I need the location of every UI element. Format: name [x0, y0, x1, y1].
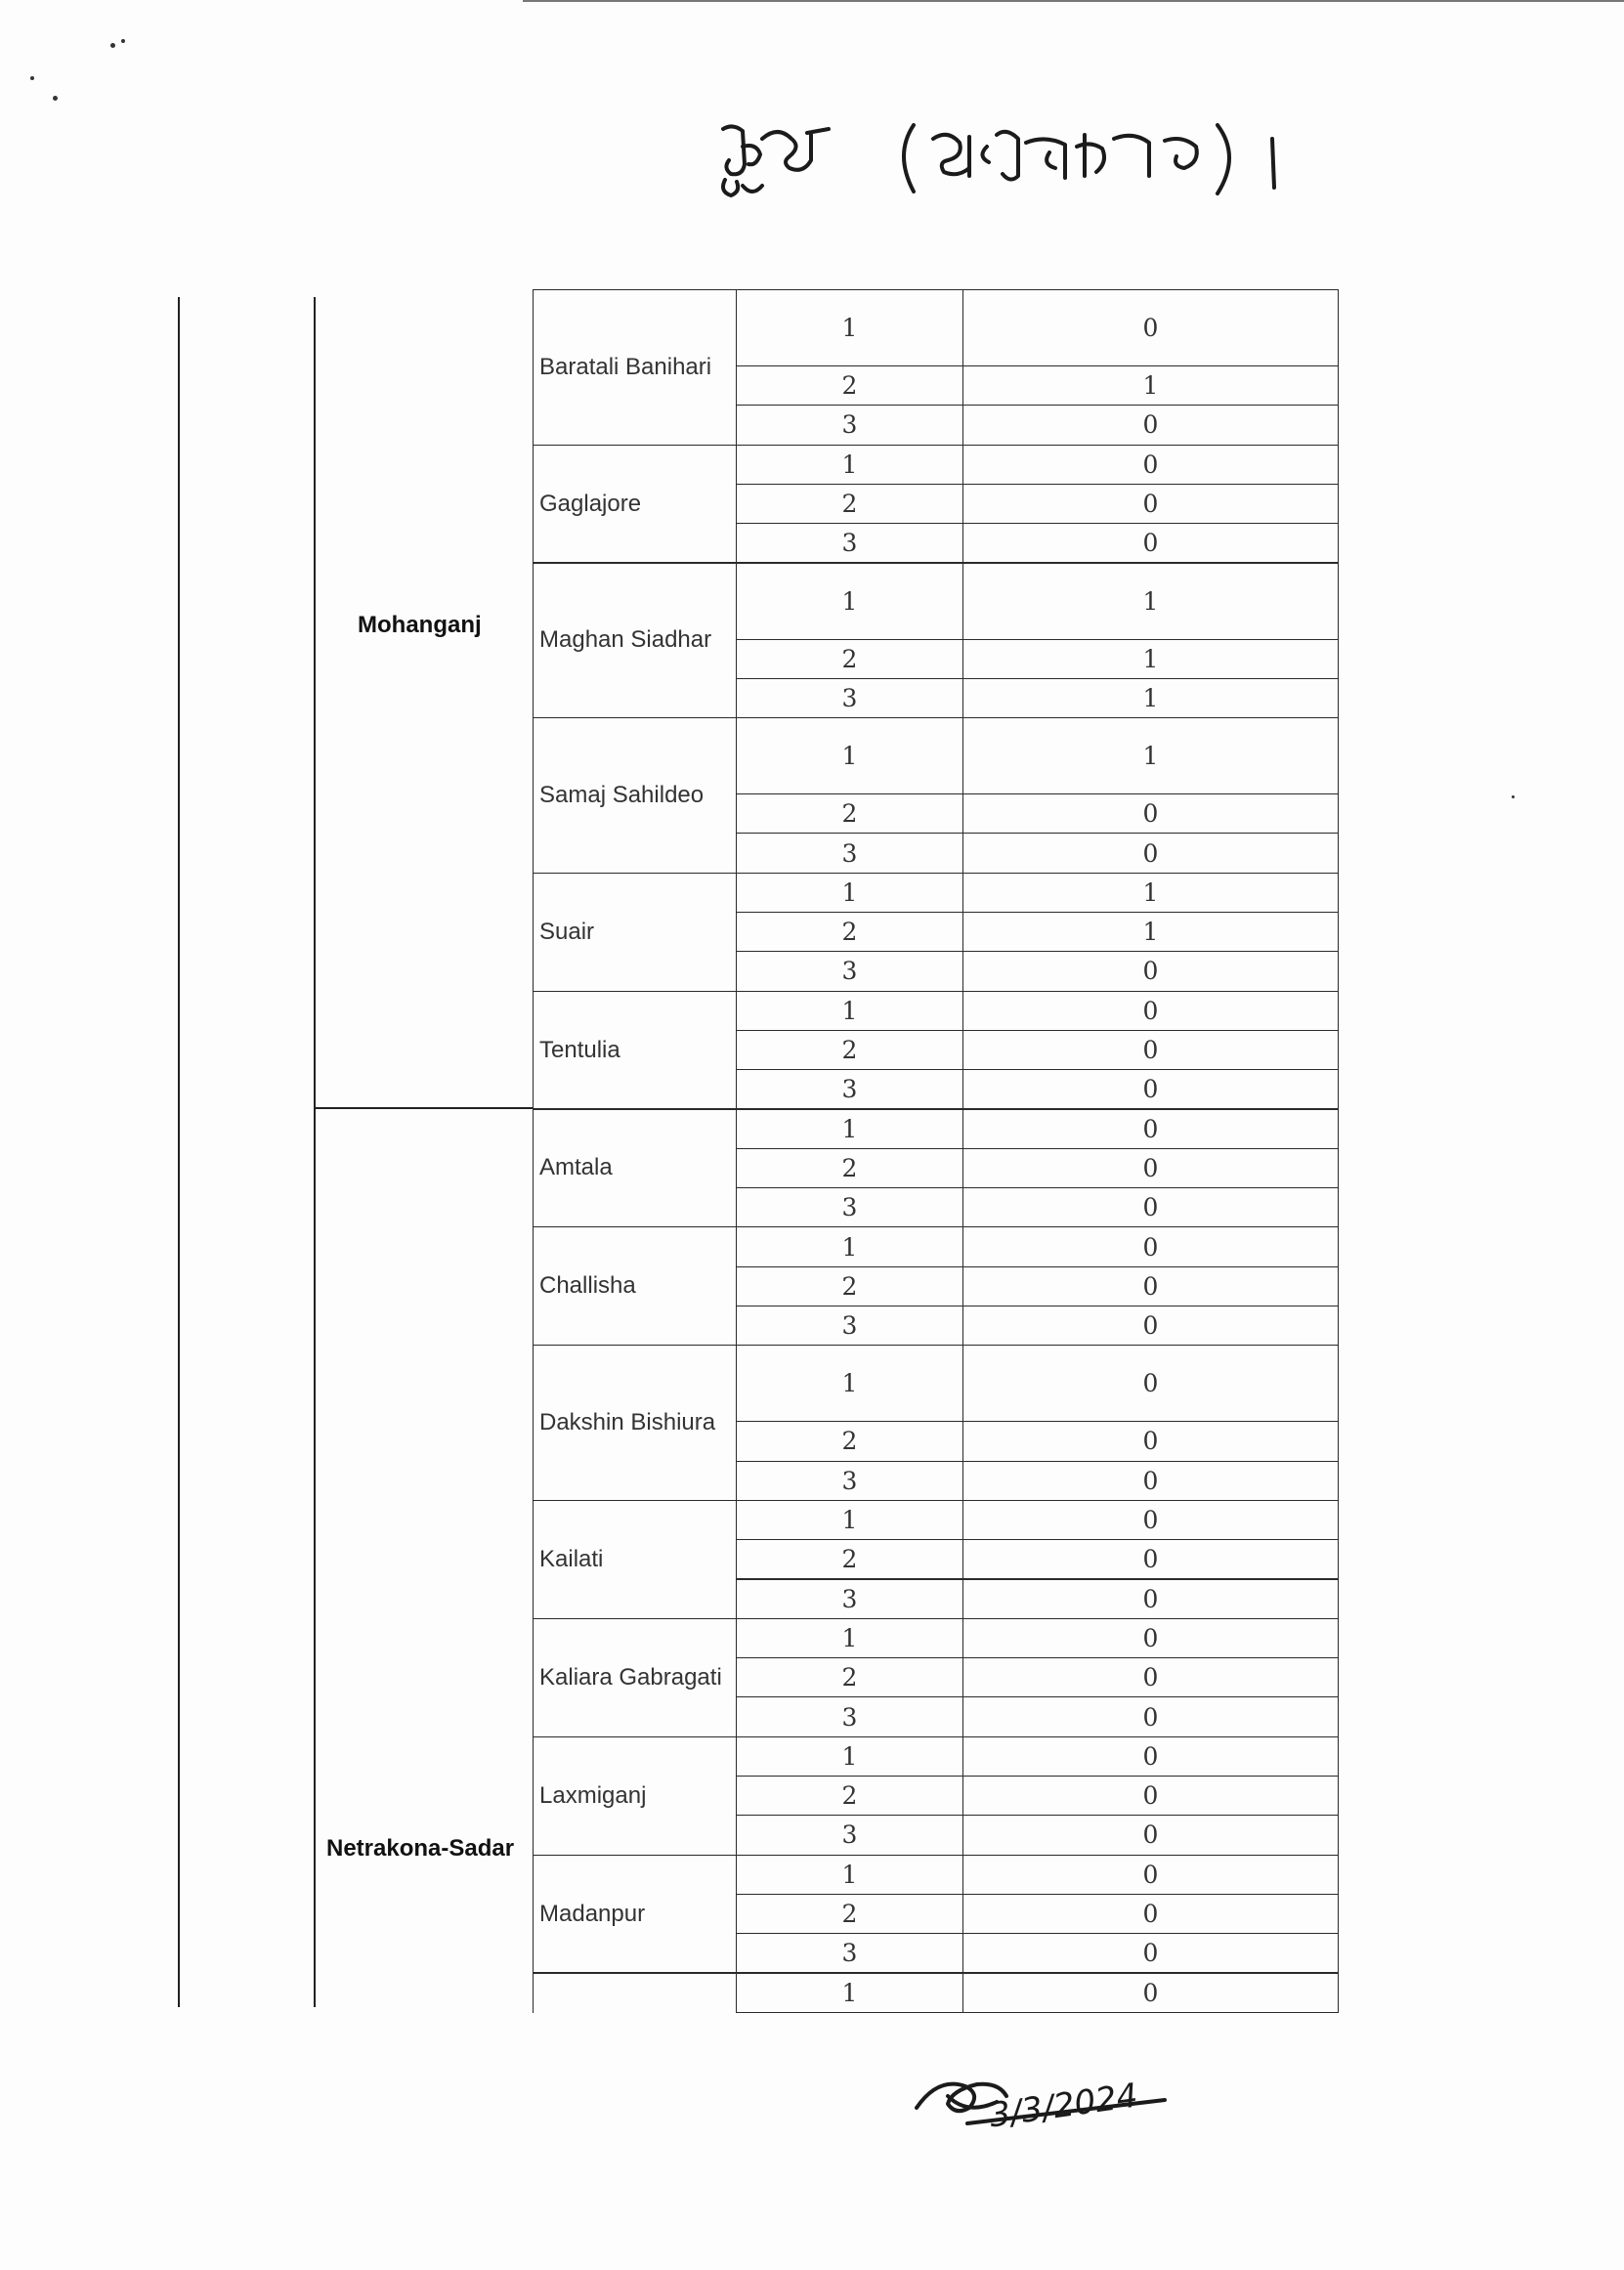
value-cell: 0	[962, 1148, 1339, 1188]
row-number-cell: 3	[736, 523, 963, 563]
value-cell: 0	[962, 1539, 1339, 1579]
row-number-cell: 1	[736, 1226, 963, 1266]
row-number-cell: 1	[736, 1109, 963, 1149]
value-cell: 0	[962, 1030, 1339, 1070]
value-cell: 0	[962, 1266, 1339, 1306]
signature	[909, 2057, 1192, 2164]
value-cell: 0	[962, 1815, 1339, 1855]
row-number-cell: 3	[736, 833, 963, 873]
value-cell: 0	[962, 991, 1339, 1031]
union-name-cell: Madanpur	[533, 1855, 737, 1974]
value-cell: 0	[962, 484, 1339, 524]
row-number-cell: 1	[736, 873, 963, 913]
value-cell: 0	[962, 1345, 1339, 1422]
row-number-cell: 2	[736, 1266, 963, 1306]
row-number-cell: 3	[736, 1461, 963, 1501]
row-number-cell: 1	[736, 1345, 963, 1422]
value-cell: 0	[962, 1421, 1339, 1461]
union-name-cell: Baratali Banihari	[533, 289, 737, 446]
value-cell: 0	[962, 1696, 1339, 1736]
row-number-cell: 1	[736, 289, 963, 366]
union-name-cell: Kailati	[533, 1500, 737, 1619]
value-cell: 0	[962, 1069, 1339, 1109]
row-number-cell: 1	[736, 1618, 963, 1658]
union-name-cell: Laxmiganj	[533, 1736, 737, 1856]
row-number-cell: 3	[736, 1187, 963, 1227]
row-number-cell: 3	[736, 678, 963, 718]
value-cell: 0	[962, 1306, 1339, 1346]
value-cell: 0	[962, 1973, 1339, 2013]
union-name-cell: Amtala	[533, 1109, 737, 1228]
value-cell: 0	[962, 1776, 1339, 1816]
row-number-cell: 2	[736, 484, 963, 524]
value-cell: 0	[962, 833, 1339, 873]
value-cell: 0	[962, 1736, 1339, 1777]
row-number-cell: 2	[736, 639, 963, 679]
row-number-cell: 2	[736, 1657, 963, 1697]
row-number-cell: 3	[736, 1579, 963, 1619]
signature-date: 3/3/2024	[986, 2076, 1140, 2136]
value-cell: 0	[962, 1226, 1339, 1266]
value-cell: 0	[962, 793, 1339, 834]
union-name-cell: Challisha	[533, 1226, 737, 1346]
value-cell: 0	[962, 445, 1339, 485]
value-cell: 1	[962, 873, 1339, 913]
value-cell: 0	[962, 289, 1339, 366]
value-cell: 1	[962, 639, 1339, 679]
union-name-cell	[533, 1973, 737, 2013]
row-number-cell: 1	[736, 991, 963, 1031]
value-cell: 1	[962, 678, 1339, 718]
row-number-cell: 1	[736, 445, 963, 485]
value-cell: 0	[962, 1187, 1339, 1227]
row-number-cell: 3	[736, 951, 963, 991]
row-number-cell: 3	[736, 1933, 963, 1973]
row-number-cell: 3	[736, 1306, 963, 1346]
value-cell: 1	[962, 717, 1339, 794]
value-cell: 0	[962, 1461, 1339, 1501]
value-cell: 0	[962, 951, 1339, 991]
value-cell: 0	[962, 1894, 1339, 1934]
union-name-cell: Tentulia	[533, 991, 737, 1110]
value-cell: 0	[962, 1579, 1339, 1619]
row-number-cell: 3	[736, 1696, 963, 1736]
row-number-cell: 3	[736, 1815, 963, 1855]
row-number-cell: 2	[736, 1148, 963, 1188]
row-number-cell: 2	[736, 793, 963, 834]
row-number-cell: 3	[736, 1069, 963, 1109]
row-number-cell: 1	[736, 1736, 963, 1777]
value-cell: 1	[962, 563, 1339, 640]
union-name-cell: Suair	[533, 873, 737, 992]
value-cell: 0	[962, 1933, 1339, 1973]
row-number-cell: 1	[736, 717, 963, 794]
row-number-cell: 2	[736, 1776, 963, 1816]
upazila-name: Mohanganj	[358, 612, 482, 638]
upazila-name: Netrakona-Sadar	[326, 1835, 515, 1862]
value-cell: 0	[962, 1500, 1339, 1540]
row-number-cell: 2	[736, 1539, 963, 1579]
value-cell: 0	[962, 1618, 1339, 1658]
value-cell: 0	[962, 405, 1339, 445]
row-number-cell: 2	[736, 1894, 963, 1934]
row-number-cell: 2	[736, 1421, 963, 1461]
row-number-cell: 1	[736, 563, 963, 640]
value-cell: 0	[962, 1657, 1339, 1697]
value-cell: 0	[962, 1109, 1339, 1149]
row-number-cell: 1	[736, 1973, 963, 2013]
union-name-cell: Kaliara Gabragati	[533, 1618, 737, 1737]
row-number-cell: 1	[736, 1500, 963, 1540]
row-number-cell: 3	[736, 405, 963, 445]
union-name-cell: Maghan Siadhar	[533, 563, 737, 719]
row-number-cell: 2	[736, 365, 963, 406]
value-cell: 0	[962, 523, 1339, 563]
value-cell: 0	[962, 1855, 1339, 1895]
row-number-cell: 2	[736, 912, 963, 952]
union-name-cell: Dakshin Bishiura	[533, 1345, 737, 1501]
union-name-cell: Gaglajore	[533, 445, 737, 564]
row-number-cell: 2	[736, 1030, 963, 1070]
row-number-cell: 1	[736, 1855, 963, 1895]
value-cell: 1	[962, 912, 1339, 952]
union-name-cell: Samaj Sahildeo	[533, 717, 737, 874]
value-cell: 1	[962, 365, 1339, 406]
